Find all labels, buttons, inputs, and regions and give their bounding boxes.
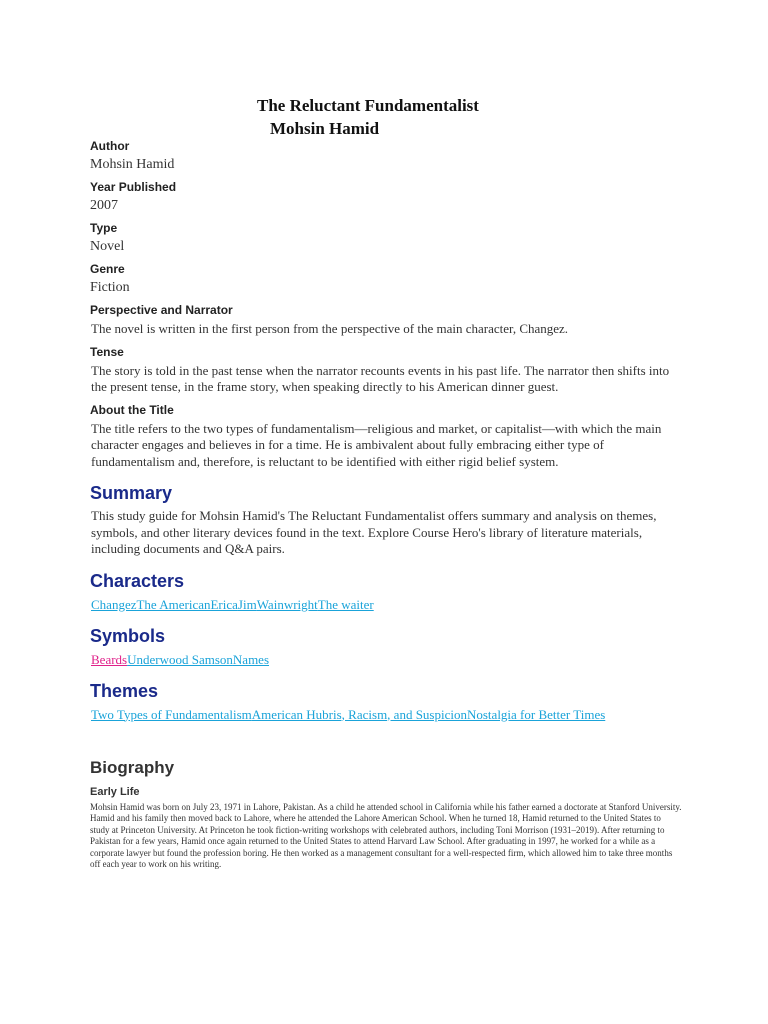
- field-value: 2007: [90, 198, 118, 213]
- link-the-waiter[interactable]: The waiter: [317, 596, 374, 612]
- link-jim[interactable]: Jim: [237, 596, 257, 612]
- link-names[interactable]: Names: [232, 651, 270, 667]
- biography-subheading: Early Life: [90, 785, 140, 798]
- field-value: Mohsin Hamid: [90, 157, 175, 172]
- biography-heading: Biography: [90, 757, 175, 777]
- document-title: The Reluctant Fundamentalist: [257, 96, 479, 115]
- field-perspective: [90, 302, 680, 338]
- field-label: Author: [90, 139, 130, 153]
- field-type: [90, 220, 680, 255]
- field-tense: [90, 344, 680, 396]
- field-label: Year Published: [90, 180, 177, 194]
- themes-links: [91, 706, 680, 723]
- field-value: Novel: [90, 239, 125, 254]
- field-label: About the Title: [90, 402, 174, 417]
- field-genre: [90, 261, 680, 296]
- characters-links: [91, 596, 680, 613]
- link-the-american[interactable]: The American: [136, 596, 211, 612]
- field-label: Perspective and Narrator: [90, 303, 233, 317]
- symbols-links: [91, 651, 680, 668]
- link-nostalgia[interactable]: Nostalgia for Better Times: [466, 706, 606, 722]
- field-label: Type: [90, 221, 118, 235]
- field-value: Fiction: [90, 280, 130, 295]
- field-paragraph: The story is told in the past tense when the narrator recounts events in his past life. The narrator then shifts into the present tense, in the frame story, when speaking directly to his American dinner guest.: [91, 362, 670, 394]
- link-american-hubris[interactable]: American Hubris, Racism, and Suspicion: [251, 706, 467, 722]
- link-erica[interactable]: Erica: [210, 596, 238, 612]
- field-author: [90, 138, 680, 173]
- field-label: Tense: [90, 344, 124, 359]
- field-paragraph: The title refers to the two types of fundamentalism—religious and market, or capitalist—with which the main character engages and believes in for a time. He is ambivalent about fully embracing either type of fundamentalism and, therefore, is reluctant to be identified with either rigid belief system.: [91, 420, 662, 469]
- themes-heading: Themes: [90, 680, 159, 701]
- biography-text: Mohsin Hamid was born on July 23, 1971 in Lahore, Pakistan. As a child he attended school in California while his father earned a doctorate at Stanford University. Hamid and his family then moved back to Lahore, where he attended the Lahore American School. When he turned 18, Hamid returned to the United States to study at Princeton University. At Princeton he took fiction-writing workshops with celebrated authors, including Toni Morrison (1931–2019). After returning to Pakistan for a few years, Hamid once again returned to the United States to attend Harvard Law School. After graduating in 1997, he worked for a while as a corporate lawyer but found the profession boring. He then worked as a management consultant for a well-respected firm, which allowed him to take three months off each year to work on his writing.: [90, 801, 682, 870]
- characters-heading: Characters: [90, 570, 185, 591]
- document-body: [90, 138, 680, 871]
- summary-heading: Summary: [90, 483, 173, 503]
- field-paragraph: The novel is written in the first person from the perspective of the main character, Changez.: [91, 321, 569, 336]
- field-label: Genre: [90, 262, 125, 276]
- field-year-published: [90, 179, 680, 214]
- document-author-line: Mohsin Hamid: [270, 119, 380, 138]
- link-beards[interactable]: Beards: [91, 651, 128, 667]
- link-two-types-of-fundamentalism[interactable]: Two Types of Fundamentalism: [91, 706, 252, 722]
- symbols-heading: Symbols: [90, 625, 166, 646]
- field-about-title: [90, 402, 680, 471]
- link-underwood-samson[interactable]: Underwood Samson: [127, 651, 233, 667]
- link-wainwright[interactable]: Wainwright: [256, 596, 318, 612]
- summary-text: This study guide for Mohsin Hamid's The Reluctant Fundamentalist offers summary and analysis on themes, symbols, and other literary devices found in the text. Explore Course Hero's library of literature materials, including documents and Q&A pairs.: [91, 508, 657, 556]
- link-changez[interactable]: Changez: [91, 596, 137, 612]
